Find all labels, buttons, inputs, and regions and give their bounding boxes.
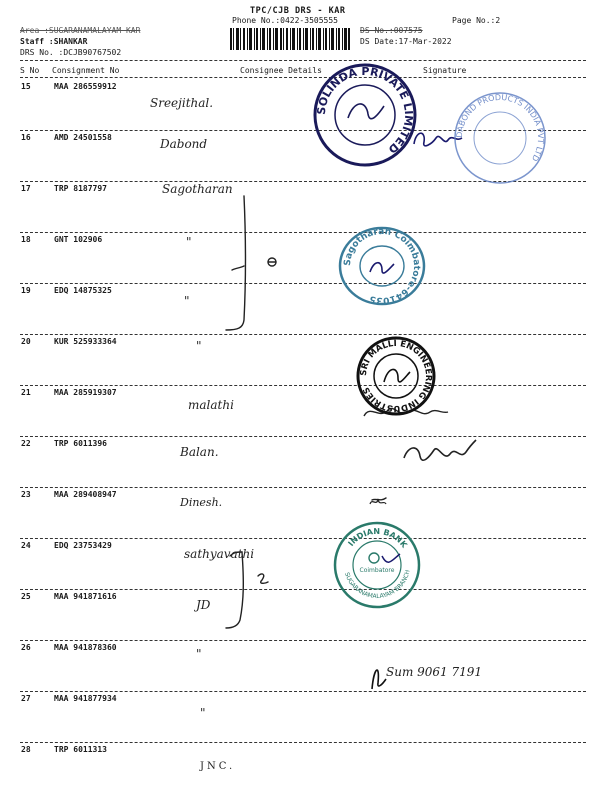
row-sno: 27 <box>21 694 31 703</box>
row-sno: 22 <box>21 439 31 448</box>
column-header-signature: Signature <box>423 66 467 75</box>
row-consignee: JNC. <box>200 761 236 772</box>
row-sno: 26 <box>21 643 31 652</box>
page-number: Page No.:2 <box>452 16 501 25</box>
column-header-consignee: Consignee Details <box>240 66 322 75</box>
signature-row28 <box>368 655 498 695</box>
signature-row28-text: Sum 9061 7191 <box>386 665 483 679</box>
row-sno: 21 <box>21 388 31 397</box>
table-row <box>20 488 586 539</box>
table-row <box>20 284 586 335</box>
row-sno: 18 <box>21 235 31 244</box>
staff-name: Staff :SHANKAR <box>20 37 88 46</box>
table-row <box>20 182 586 233</box>
row-consignee: " <box>196 647 202 661</box>
area-name: Area :SUGARANAMALAYAM KAR <box>20 26 141 35</box>
table-row <box>20 539 586 590</box>
stamp-indian-bank-title: INDIAN BANK <box>346 526 409 550</box>
ds-date: DS Date:17-Mar-2022 <box>360 37 452 46</box>
column-header-sno: S No <box>20 66 40 75</box>
header-divider <box>20 60 586 61</box>
row-consignment: EDQ 23753429 <box>54 541 112 550</box>
row-consignee: " <box>184 294 190 308</box>
stamp-solinda-text: SOLINDA PRIVATE LIMITED <box>314 64 416 156</box>
row-consignee: " <box>186 235 192 249</box>
row-sno: 16 <box>21 133 31 142</box>
signature-row28-flourish <box>368 655 498 695</box>
stamp-engineering <box>350 336 442 416</box>
table-row <box>20 335 586 386</box>
row-consignment: TRP 6011313 <box>54 745 107 754</box>
row-consignment: MAA 285919307 <box>54 388 117 397</box>
row-consignment: AMD 24501558 <box>54 133 112 142</box>
table-row <box>20 743 586 794</box>
row-consignment: KUR 525933364 <box>54 337 117 346</box>
row-consignment: EDQ 14875325 <box>54 286 112 295</box>
stamp-engineering-text: SRI MALLI ENGINEERING INDUSTRIES <box>358 338 434 414</box>
row-sno: 23 <box>21 490 31 499</box>
row-consignment: MAA 941878360 <box>54 643 117 652</box>
row-consignee: malathi <box>188 398 234 412</box>
table-row <box>20 641 586 692</box>
row-consignee: sathyavathi <box>184 547 255 561</box>
column-header-divider <box>20 77 586 78</box>
stamp-solinda <box>310 60 420 170</box>
table-row <box>20 692 586 743</box>
row-consignee: Balan. <box>180 445 219 459</box>
signature-row23 <box>400 436 480 472</box>
row-consignment: TRP 8187797 <box>54 184 107 193</box>
table-row <box>20 590 586 641</box>
row-consignment: GNT 102906 <box>54 235 103 244</box>
row-sno: 28 <box>21 745 31 754</box>
table-row <box>20 386 586 437</box>
stamp-indian-bank-branch: SUGARANAMALAYAM BRANCH <box>343 569 412 601</box>
stamp-dabond-text: DABOND PRODUCTS INDIA PVT LTD <box>454 92 546 163</box>
row-sno: 17 <box>21 184 31 193</box>
signature-row24 <box>368 496 388 508</box>
phone-number: Phone No.:0422-3505555 <box>232 16 338 25</box>
sheet-title: TPC/CJB DRS - KAR <box>250 6 346 16</box>
row-consignee: Sagotharan <box>162 182 233 196</box>
row-sno: 24 <box>21 541 31 550</box>
column-header-consignment: Consignment No <box>52 66 120 75</box>
row-sno: 15 <box>21 82 31 91</box>
row-consignment: TRP 6011396 <box>54 439 107 448</box>
table-row <box>20 233 586 284</box>
row-consignee: Sreejithal. <box>150 96 214 110</box>
row-consignee: " <box>200 706 206 720</box>
drs-number: DRS No. :DCJB90767502 <box>20 48 122 57</box>
table-row <box>20 437 586 488</box>
row-consignee: Dabond <box>160 137 208 151</box>
barcode <box>230 28 350 50</box>
row-consignee: Dinesh. <box>180 496 223 509</box>
stamp-indian-bank-city: Coimbatore <box>359 567 395 574</box>
stamp-sagotharan <box>330 224 434 308</box>
stamp-dabond <box>440 88 560 188</box>
row-consignment: MAA 941877934 <box>54 694 117 703</box>
row-consignee: " <box>196 339 202 353</box>
stamp-sagotharan-text: Sagotharan Coimbatore-641035 <box>342 226 422 306</box>
row-sno: 19 <box>21 286 31 295</box>
row-consignment: MAA 286559912 <box>54 82 117 91</box>
row-sno: 25 <box>21 592 31 601</box>
stamp-indian-bank <box>332 520 422 610</box>
ds-number: DS No.:007575 <box>360 26 423 35</box>
row-sno: 20 <box>21 337 31 346</box>
row-consignment: MAA 289408947 <box>54 490 117 499</box>
row-consignment: MAA 941871616 <box>54 592 117 601</box>
row-consignee: JD <box>196 598 211 612</box>
